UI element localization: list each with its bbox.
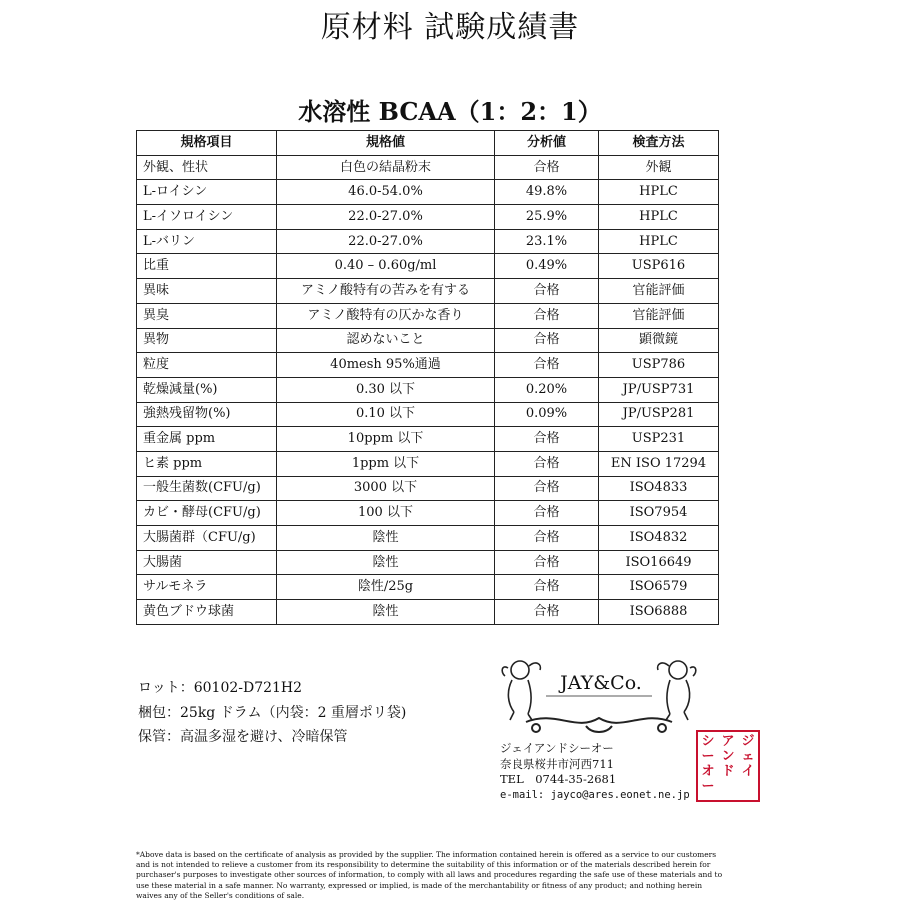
lot-number: ロット：60102-D721H2: [138, 680, 303, 696]
spec-value-cell: 陰性: [277, 600, 495, 625]
spec-value-cell: 3000 以下: [277, 476, 495, 501]
table-row: [137, 180, 719, 205]
spec-value-cell: 陰性: [277, 526, 495, 551]
test-method-cell: ISO6888: [599, 600, 719, 625]
company-email: e-mail: jayco@ares.eonet.ne.jp: [500, 788, 690, 801]
analysis-value-cell: 合格: [495, 476, 599, 501]
spec-value-cell: 46.0-54.0%: [277, 180, 495, 205]
spec-value-cell: 22.0-27.0%: [277, 229, 495, 254]
table-row: [137, 600, 719, 625]
spec-value-cell: アミノ酸特有の苦みを有する: [277, 279, 495, 304]
spec-item-cell: L-ロイシン: [137, 180, 277, 205]
analysis-value-cell: 合格: [495, 501, 599, 526]
company-address: 奈良県桜井市河西711: [500, 756, 614, 771]
table-body: [137, 155, 719, 624]
table-row: [137, 575, 719, 600]
header-spec-item: 規格項目: [137, 131, 277, 156]
spec-table: [136, 130, 719, 625]
spec-item-cell: 一般生菌数(CFU/g): [137, 476, 277, 501]
spec-item-cell: 重金属 ppm: [137, 427, 277, 452]
company-tel: TEL 0744-35-2681: [500, 772, 617, 786]
test-method-cell: EN ISO 17294: [599, 451, 719, 476]
spec-item-cell: L-イソロイシン: [137, 205, 277, 230]
table-row: [137, 279, 719, 304]
test-method-cell: USP616: [599, 254, 719, 279]
analysis-value-cell: 合格: [495, 353, 599, 378]
analysis-value-cell: 49.8%: [495, 180, 599, 205]
seal-column-3: シ ー オ ー: [701, 734, 715, 794]
test-method-cell: ISO16649: [599, 550, 719, 575]
header-spec-value: 規格値: [277, 131, 495, 156]
spec-item-cell: 大腸菌群（CFU/g): [137, 526, 277, 551]
test-method-cell: ISO6579: [599, 575, 719, 600]
company-info: [500, 741, 690, 803]
spec-item-cell: 強熱残留物(%): [137, 402, 277, 427]
table-row: [137, 427, 719, 452]
analysis-value-cell: 合格: [495, 279, 599, 304]
analysis-value-cell: 合格: [495, 600, 599, 625]
test-method-cell: 官能評価: [599, 279, 719, 304]
test-method-cell: USP231: [599, 427, 719, 452]
spec-item-cell: L-バリン: [137, 229, 277, 254]
table-row: [137, 402, 719, 427]
spec-value-cell: 1ppm 以下: [277, 451, 495, 476]
table-row: [137, 476, 719, 501]
header-test-method: 検査方法: [599, 131, 719, 156]
spec-item-cell: 粒度: [137, 353, 277, 378]
spec-value-cell: 22.0-27.0%: [277, 205, 495, 230]
ornament-icon: [526, 718, 672, 732]
analysis-value-cell: 合格: [495, 451, 599, 476]
analysis-value-cell: 合格: [495, 427, 599, 452]
spec-value-cell: アミノ酸特有の仄かな香り: [277, 303, 495, 328]
test-method-cell: 官能評価: [599, 303, 719, 328]
lot-info: [138, 676, 406, 750]
analysis-value-cell: 0.20%: [495, 377, 599, 402]
table-row: [137, 303, 719, 328]
spec-value-cell: 陰性: [277, 550, 495, 575]
table-row: [137, 377, 719, 402]
analysis-value-cell: 合格: [495, 575, 599, 600]
analysis-value-cell: 合格: [495, 550, 599, 575]
spec-item-cell: 外観、性状: [137, 155, 277, 180]
analysis-value-cell: 0.09%: [495, 402, 599, 427]
analysis-value-cell: 0.49%: [495, 254, 599, 279]
table-row: [137, 353, 719, 378]
spec-item-cell: 比重: [137, 254, 277, 279]
test-method-cell: HPLC: [599, 180, 719, 205]
analysis-value-cell: 合格: [495, 328, 599, 353]
table-row: [137, 328, 719, 353]
header-analysis-value: 分析値: [495, 131, 599, 156]
page-title: 原材料 試験成績書: [320, 10, 580, 45]
analysis-value-cell: 合格: [495, 526, 599, 551]
spec-value-cell: 40mesh 95%通過: [277, 353, 495, 378]
spec-value-cell: 0.10 以下: [277, 402, 495, 427]
spec-item-cell: 乾燥減量(%): [137, 377, 277, 402]
spec-item-cell: ヒ素 ppm: [137, 451, 277, 476]
test-method-cell: ISO7954: [599, 501, 719, 526]
analysis-value-cell: 25.9%: [495, 205, 599, 230]
test-method-cell: HPLC: [599, 205, 719, 230]
company-name: ジェイアンドシーオー: [500, 741, 614, 755]
spec-value-cell: 10ppm 以下: [277, 427, 495, 452]
spec-value-cell: 100 以下: [277, 501, 495, 526]
table-row: [137, 254, 719, 279]
left-lion-icon: [502, 661, 540, 720]
right-lion-icon: [658, 661, 696, 720]
spec-value-cell: 認めないこと: [277, 328, 495, 353]
test-method-cell: ISO4833: [599, 476, 719, 501]
test-method-cell: JP/USP281: [599, 402, 719, 427]
spec-item-cell: 異味: [137, 279, 277, 304]
test-method-cell: USP786: [599, 353, 719, 378]
table-row: [137, 501, 719, 526]
test-method-cell: 顕微鏡: [599, 328, 719, 353]
spec-value-cell: 0.30 以下: [277, 377, 495, 402]
table-row: [137, 205, 719, 230]
test-method-cell: HPLC: [599, 229, 719, 254]
table-header-row: [137, 131, 719, 156]
spec-item-cell: 異臭: [137, 303, 277, 328]
spec-item-cell: サルモネラ: [137, 575, 277, 600]
analysis-value-cell: 23.1%: [495, 229, 599, 254]
analysis-value-cell: 合格: [495, 303, 599, 328]
spec-value-cell: 0.40 – 0.60g/ml: [277, 254, 495, 279]
spec-item-cell: 黄色ブドウ球菌: [137, 600, 277, 625]
packing-info: 梱包：25kg ドラム（内袋：2 重層ポリ袋): [138, 704, 407, 721]
spec-item-cell: 大腸菌: [137, 550, 277, 575]
seal-column-1: ジ ェ イ: [741, 734, 755, 779]
company-seal: [696, 730, 760, 802]
table-row: [137, 451, 719, 476]
storage-info: 保管：高温多湿を避け、冷暗保管: [138, 729, 348, 745]
product-title: 水溶性 BCAA（1：2：1）: [298, 97, 602, 126]
test-method-cell: ISO4832: [599, 526, 719, 551]
analysis-value-cell: 合格: [495, 155, 599, 180]
table-row: [137, 550, 719, 575]
table-row: [137, 155, 719, 180]
disclaimer-text: *Above data is based on the certificate of analysis as provided by the supplier. The information contained herein is offered as a service to our customers and is not intended to relieve a customer from its responsibility to determine the suitability of this information or of the materials described herein for purchaser's purposes to investigate other sources of information, to comply with all laws and procedures regarding the safe use of these materials and to use these material in a safe manner. No warranty, expressed or implied, is made of the merchantability or fitness of any product; and nothing herein waives any of the Seller's conditions of sale.: [136, 850, 723, 900]
seal-column-2: ア ン ド: [721, 734, 735, 779]
spec-item-cell: 異物: [137, 328, 277, 353]
logo-text: JAY&Co.: [560, 672, 642, 694]
test-method-cell: JP/USP731: [599, 377, 719, 402]
spec-value-cell: 陰性/25g: [277, 575, 495, 600]
company-logo: [496, 652, 702, 736]
table-row: [137, 526, 719, 551]
table-row: [137, 229, 719, 254]
test-method-cell: 外観: [599, 155, 719, 180]
spec-value-cell: 白色の結晶粉末: [277, 155, 495, 180]
spec-item-cell: カビ・酵母(CFU/g): [137, 501, 277, 526]
